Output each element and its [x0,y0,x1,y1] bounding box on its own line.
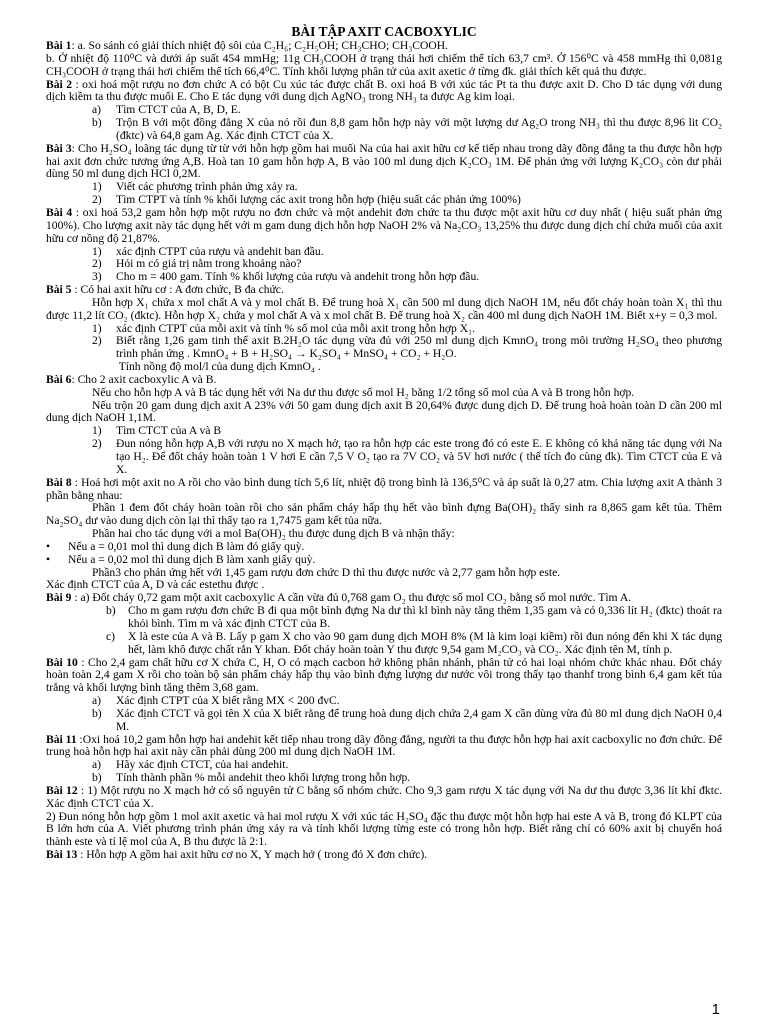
paragraph [46,811,722,850]
item-label: a) [92,103,102,117]
page-number: 1 [711,1001,720,1018]
line-text: Tìm CTCT của A, B, D, E. [116,103,241,117]
line-text: Tìm CTCT của A và B [116,424,222,438]
document-page [46,24,722,862]
exercise-label: Bài 5 [46,283,72,297]
item-label: b) [92,706,102,720]
line-text: Phần hai cho tác dụng với a mol Ba(OH)₂ thu được dung dịch B và nhận thấy: [92,527,455,541]
item-label: c) [106,629,116,643]
line-text: Nếu cho hỗn hợp A và B tác dụng hết với Na dư thu được số mol H₂ bằng 1/2 tổng số mol của A và B trong hỗn hợp. [92,385,635,399]
exercise-label: Bài 1 [46,39,72,52]
exercise-label: Bài 6 [46,372,72,386]
paragraph [46,207,722,246]
paragraph [46,785,722,811]
paragraph [46,477,722,503]
item-label: b) [92,771,102,785]
line-text: : Cho 2 axit cacboxylic A và B. [71,372,217,386]
item-label: a) [92,758,102,772]
line-text: 2) Đun nóng hỗn hợp gồm 1 mol axit axetic và hai mol rượu X với xúc tác H₂SO₄ đặc thu được một hỗn hợp hai este A và B, trong đó KLPT của B lớn hơn của A. Viết phương trình phản ứng xảy ra và tính khối lượng từng este có trong hỗn hợp. Biết rằng chỉ có 60% axit bị chuyển hoá thành este và tỉ lệ mol của A, B thu được là 2:1. [46,809,722,849]
line-text: Nếu a = 0,02 mol thì dung dịch B làm xanh giấy quỳ. [68,552,316,566]
line-text: Xác định CTCT và gọi tên X của X biết rằng để trung hoà dung dịch chứa 2,4 gam X cần dùng vừa đủ 80 ml dung dịch NaOH 0,4 M. [116,706,722,733]
paragraph [46,143,722,182]
exercise-label: Bài 11 [46,732,77,746]
line-text: : Hoá hơi một axit no A rồi cho vào bình dung tích 5,6 lít, nhiệt độ trong bình là 136,5⁰C và áp suất là 0,27 atm. Chia lượng axit A thành 3 phần bằng nhau: [46,475,723,502]
exercise-label: Bài 2 [46,77,73,91]
line-text: Trộn B với một đồng đẳng X của nó rồi đun 8,8 gam hỗn hợp này với một lượng dư Ag₂O trong NH₃ thì thu được 8,96 lit CO₂ (đktc) và 64,8 gam Ag. Xác định CTCT của X. [116,116,722,142]
indented-paragraph [46,400,722,426]
line-text: Tìm CTPT và tính % khối lượng các axit trong hỗn hợp (hiệu suất các phản ứng 100%) [116,193,521,207]
bullet-icon: • [46,539,51,553]
line-text: : 1) Một rượu no X mạch hở có số nguyên tử C bằng số nhóm chức. Cho 9,3 gam rượu X tác dụng với Na dư thu được 3,36 lít khí đktc. Xác định CTCT của X. [46,783,722,810]
line-text: Hãy xác định CTCT, của hai andehit. [116,758,289,772]
line-text: : Hỗn hợp A gồm hai axit hữu cơ no X, Y mạch hở ( trong đó X đơn chức). [77,848,428,862]
item-label: 1) [92,424,102,438]
document-title: BÀI TẬP AXIT CACBOXYLIC [291,24,477,39]
line-text: Phần3 cho phản ứng hết với 1,45 gam rượu đơn chức D thì thu được nước và 2,77 gam hỗn hợp este. [92,565,561,579]
line-text: : oxi hoá một rượu no đơn chức A có bột Cu xúc tác được chất B. oxi hoá B với xúc tác Pt ta thu được axit D. Cho D tác dụng với dung dịch kiềm ta thu được muối E. Cho E tác dụng với dung dịch AgNO₃ trong NH₃ ta được Ag kim loại. [46,77,722,104]
line-text: Hỗn hợp X₁ chứa x mol chất A và y mol chất B. Để trung hoà X₁ cần 500 ml dung dịch NaOH 1M, nếu đốt cháy hoàn toàn X₁ thì thu được 11,2 lít CO₂ (đktc). Hỗn hợp X₂ chứa y mol chất A và x mol chất B. Để trung hoà X₂ cần 400 ml dung dịch NaOH 1M. Biết x+y = 0,3 mol. [46,295,722,322]
line-text: : Có hai axit hữu cơ : A đơn chức, B đa chức. [71,283,284,297]
indented-paragraph [46,297,722,323]
line-text: Phần 1 đem đốt cháy hoàn toàn rồi cho sản phẩm cháy hấp thụ hết vào bình đựng Ba(OH)₂ thấy sinh ra 8,865 gam kết tủa. Thêm Na₂SO₄ dư vào dung dịch còn lại thì thấy tạo ra 1,7475 gam kết tủa nữa. [46,501,722,528]
line-text: :Oxi hoá 10,2 gam hỗn hợp hai andehit kết tiếp nhau trong dãy đồng đẳng, người ta thu được hỗn hợp hai axit cacboxylic no đơn chức. Để trung hoà hỗn hợp hai axit này cần phải dùng 200 ml dung dịch NaOH 1M. [46,732,722,759]
exercise-label: Bài 12 [46,783,78,797]
line-text: xác định CTPT của rượu và andehit ban đầu. [116,244,324,258]
line-text: X là este của A và B. Lấy p gam X cho vào 90 gam dung dịch MOH 8% (M là kim loại kiềm) rồi đun nóng đến khi X tác dụng hết, làm khô được chất rắn Y khan. Đốt cháy hoàn toàn Y thu được 9,54 gam M₂CO₃ và CO₂. Xác định tên M, tính p. [128,629,722,656]
exercise-label: Bài 9 [46,591,72,605]
sub-item [92,335,722,361]
sub-item [106,605,722,631]
sub-item [92,117,722,143]
sub-item [92,438,722,477]
line-text: Xác định CTCT của A, D và các estethu được . [46,578,265,592]
exercise-label: Bài 4 [46,205,73,219]
paragraph [46,79,722,105]
line-text: Xác định CTPT của X biết rằng MX < 200 đvC. [116,694,340,708]
line-text: Đun nóng hỗn hợp A,B với rượu no X mạch hở, tạo ra hỗn hợp các este trong đó có este E. E không có khả năng tác dụng với Na tạo H₂. Để đốt cháy hoàn toàn 1 V hơi E cần 7,5 V O₂ tạo ra 7V CO₂ và 5V hơi nước ( thể tích đo cùng đk). Tìm CTCT của E và X. [116,437,722,476]
line-text: Cho m = 400 gam. Tính % khối lượng của rượu và andehit trong hỗn hợp đầu. [116,270,480,284]
line-text: : a) Đốt cháy 0,72 gam một axit cacboxylic A cần vừa đủ 0,768 gam O₂ thu được số mol CO₂ bằng số mol nước. Tìm A. [71,591,632,605]
item-label: 2) [92,193,102,207]
item-label: 2) [92,334,102,348]
line-text: Nếu a = 0,01 mol thì dung dịch B làm đỏ giấy quỳ. [68,539,305,553]
exercise-label: Bài 10 [46,655,78,669]
line-text: b. Ở nhiệt độ 110⁰C và dưới áp suất 454 mmHg; 11g CH₃COOH ở trạng thái hơi chiếm thể tích 63,7 cm³. Ở 156⁰C và 458 mmHg thì 0,081g CH₃COOH ở trạng thái hơi chiếm thể tích 66,4⁰C. Tính khối lượng phân tử của axit axetic ở từng đk. giải thích kết quả thu được. [46,51,722,78]
line-text: Tính nồng độ mol/l của dung dịch KmnO₄ . [116,360,321,374]
exercise-label: Bài 8 [46,475,72,489]
item-label: a) [92,694,102,708]
line-text: xác định CTPT của mỗi axit và tính % số mol của mỗi axit trong hỗn hợp X₁. [116,321,476,335]
item-label: 2) [92,257,102,271]
exercise-label: Bài 13 [46,848,78,862]
line-text: : Cho 2,4 gam chất hữu cơ X chứa C, H, O có mạch cacbon hở không phân nhánh, phân tử có hai loại nhóm chức khác nhau. Đốt cháy hoàn toàn 2,4 gam X rồi cho toàn bộ sản phẩm cháy hấp thụ vào bình đựng lượng dư nước vôi trong thấy tạo thanhf trong bình 6,4 gam kết tủa trắng và khối lượng bình tăng thêm 3,68 gam. [46,655,723,695]
item-label: 1) [92,244,102,258]
sub-item [106,631,722,657]
item-label: 2) [92,437,102,451]
paragraph [46,53,722,79]
paragraph [46,734,722,760]
indented-paragraph [46,502,722,528]
line-text: Cho m gam rượu đơn chức B đi qua một bình đựng Na dư thì kl bình này tăng thêm 1,35 gam và có 0,336 lít H₂ (đktc) thoát ra khỏi bình. Tìm m và xác định CTCT của B. [128,604,722,630]
line-text: : a. So sánh có giải thích nhiệt độ sôi của C₂H₆; C₂H₅OH; CH₃CHO; CH₃COOH. [71,39,449,52]
document-body [46,40,722,862]
item-label: 3) [92,270,102,284]
item-label: 1) [92,180,102,194]
line-text: Nếu trộn 20 gam dung dịch axit A 23% với 50 gam dung dịch axit B 20,64% được dung dịch D. Để trung hoà hoàn toàn D cần 200 ml dung dịch NaOH 1,1M. [46,398,722,425]
item-label: b) [92,116,102,130]
item-label: b) [106,604,116,618]
line-text: Biết rằng 1,26 gam tinh thể axit B.2H₂O tác dụng vừa đủ với 250 ml dung dịch KmnO₄ trong môi trường H₂SO₄ theo phương trình phản ứng . KmnO₄ + B + H₂SO₄ → K₂SO₄ + MnSO₄ + CO₂ + H₂O. [116,334,722,361]
exercise-label: Bài 3 [46,141,72,155]
paragraph [46,849,722,862]
line-text: : oxi hoá 53,2 gam hỗn hợp một rượu no đơn chức và một andehit đơn chức ta thu được một axit hữu cơ duy nhất ( hiệu suất phản ứng 100%). Cho lượng axit này tác dụng hết với m gam dung dịch hỗn hợp NaOH 2% và Na₂CO₃ 13,25% thu được dung dịch chỉ chứa muối của axit hữu cơ nồng độ 21,87%. [46,205,722,245]
sub-item [92,708,722,734]
line-text: Viết các phương trình phản ứng xảy ra. [116,180,298,194]
line-text: Hỏi m có giá trị nằm trong khoảng nào? [116,257,302,271]
line-text: Tính thành phần % mỗi andehit theo khối lượng trong hỗn hợp. [116,771,411,785]
paragraph [46,657,722,696]
item-label: 1) [92,321,102,335]
bullet-icon: • [46,552,51,566]
line-text: : Cho H₂SO₄ loãng tác dụng từ từ với hỗn hợp gồm hai muối Na của hai axit hữu cơ kế tiếp nhau trong dãy đồng đẳng ta thu được hỗn hợp hai axit đơn chức tương ứng A,B. Hoà tan 10 gam hỗn hợp A, B vào 100 ml dung dịch K₂CO₃ 1M. Để phản ứng với lượng K₂CO₃ còn dư phải dùng 50 ml dung dịch HCl 0,2M. [46,141,722,181]
